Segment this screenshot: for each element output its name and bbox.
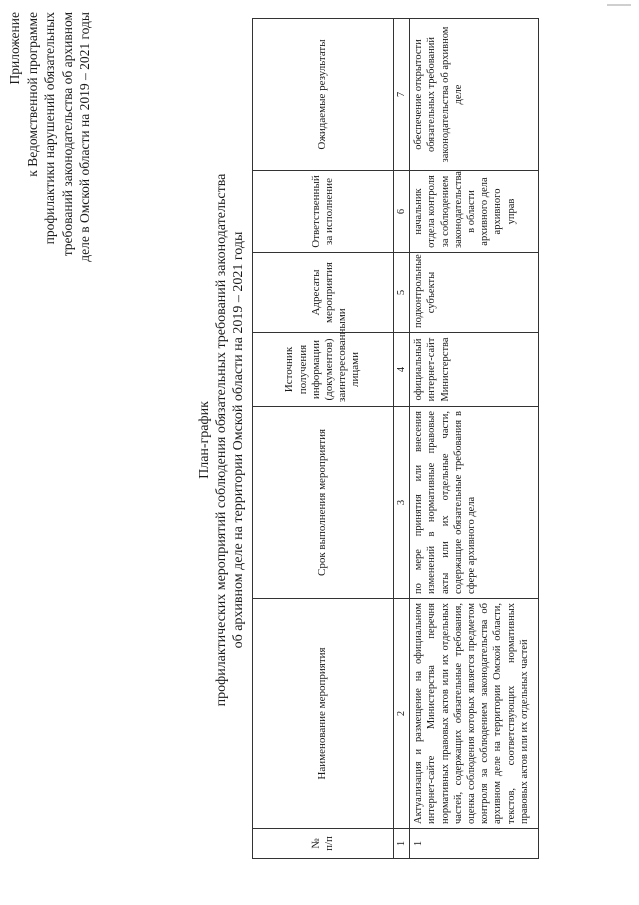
header-cell-name: Наименование мероприятия <box>253 599 394 829</box>
column-number: 5 <box>394 253 410 333</box>
header-row <box>253 19 394 859</box>
row-source: официальный интернет-сайт Министерства <box>410 333 539 407</box>
appendix-line: к Ведомственной программе <box>24 12 40 177</box>
appendix-line: профилактики нарушений обязательных <box>42 12 57 245</box>
row-term: по мере принятия или внесения изменений в нормативные правовые акты или их отдельные части, содержащие обязательные требования в сфере архивного дела <box>410 407 539 599</box>
row-results: обеспечение открытости обязательных требований законодательства об архивном деле <box>410 19 539 171</box>
appendix-note <box>6 12 94 372</box>
column-number: 6 <box>394 171 410 253</box>
header-cell-addressees: Адресаты мероприятия <box>253 253 394 333</box>
column-number: 1 <box>394 829 410 859</box>
title-line: об архивном деле на территории Омской области на 2019 – 2021 годы <box>231 231 246 649</box>
document-title <box>196 95 247 785</box>
row-number: 1 <box>410 829 539 859</box>
column-number: 7 <box>394 19 410 171</box>
header-cell-responsible: Ответственный за исполнение <box>253 171 394 253</box>
header-cell-num: № п/п <box>253 829 394 859</box>
row-activity-name: Актуализация и размещение на официальном интернет-сайте Министерства перечня нормативных правовых актов или их отдельных частей, содержащих обязательные требования, оценка соблюдения которых является предметом контроля за соблюдением законодательства об архивном деле на территории Омской области, текстов, соответствующих нормативных правовых актов или их отдельных частей <box>410 599 539 829</box>
column-number: 2 <box>394 599 410 829</box>
header-cell-results: Ожидаемые результаты <box>253 19 394 171</box>
appendix-line: требований законодательства об архивном <box>59 12 75 257</box>
title-line: План-график <box>197 401 212 479</box>
row-addressees: подконтрольные субъекты <box>410 253 539 333</box>
title-line: профилактических мероприятий соблюдения обязательных требований законодательства <box>214 173 229 707</box>
column-number-row <box>394 19 410 859</box>
appendix-line: деле в Омской области на 2019 – 2021 годы <box>77 12 92 262</box>
column-number: 4 <box>394 333 410 407</box>
header-cell-source: Источник получения информации (документов) заинтересованными лицами <box>253 333 394 407</box>
row-responsible: начальник отдела контроля за соблюдением законодательства в области архивного дела архивного управ <box>410 171 539 253</box>
appendix-line: Приложение <box>7 12 22 85</box>
plan-table <box>252 18 539 859</box>
header-cell-term: Срок выполнения мероприятия <box>253 407 394 599</box>
table-row <box>410 19 539 859</box>
column-number: 3 <box>394 407 410 599</box>
